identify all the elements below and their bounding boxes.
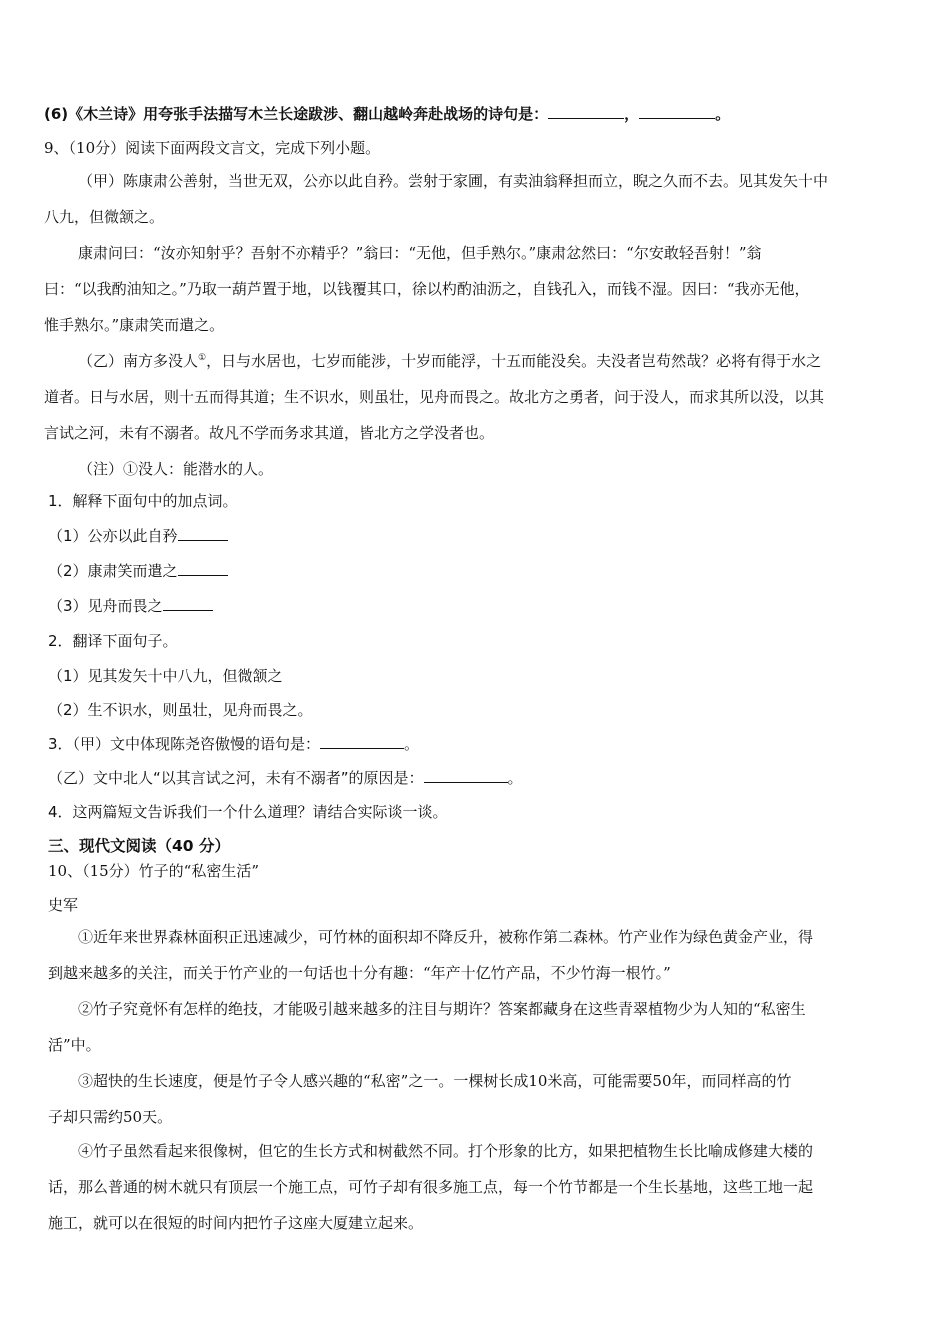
article-line: ①近年来世界森林面积正迅速减少，可竹林的面积却不降反升，被称作第二森林。竹产业作为绿色黄金产业，得 xyxy=(78,928,814,946)
article-line: 子却只需约50天。 xyxy=(48,1108,173,1126)
article-line: 到越来越多的关注，而关于竹产业的一句话也十分有趣：“年产十亿竹产品，不少竹海一根竹。” xyxy=(48,964,671,982)
sub-question-item xyxy=(48,596,213,616)
answer-blank[interactable] xyxy=(424,768,508,783)
article-line: ④竹子虽然看起来很像树，但它的生长方式和树截然不同。打个形象的比方，如果把植物生长比喻成修建大楼的 xyxy=(78,1142,814,1160)
passage-yi-line: 道者。日与水居，则十五而得其道；生不识水，则虽壮，见舟而畏之。故北方之勇者，问于没人，而求其所以没，以其 xyxy=(44,388,825,406)
passage-jia-line: 八九，但微颔之。 xyxy=(44,208,165,226)
passage-yi-text: ，日与水居也，七岁而能涉，十岁而能浮，十五而能没矣。夫没者岂苟然哉？必将有得于水之 xyxy=(206,352,822,370)
sub-question-item xyxy=(48,526,228,546)
passage-jia-line: 曰：“以我酌油知之。”乃取一葫芦置于地，以钱覆其口，徐以杓酌油沥之，自钱孔入，而钱不湿。因曰：“我亦无他， xyxy=(44,280,810,298)
sub-question-text: （1）公亦以此自矜 xyxy=(48,527,178,545)
sub-question-2-title: 2．翻译下面句子。 xyxy=(48,632,178,650)
q8-6-prompt: (6)《木兰诗》用夸张手法描写木兰长途跋涉、翻山越岭奔赴战场的诗句是： xyxy=(44,105,549,123)
question-8-6 xyxy=(44,104,730,124)
sub-question-text: （乙）文中北人“以其言试之河，未有不溺者”的原因是： xyxy=(48,769,424,787)
answer-blank[interactable] xyxy=(639,104,715,119)
punctuation: 。 xyxy=(404,735,420,753)
sub-question-3-line xyxy=(48,768,523,788)
article-line: 施工，就可以在很短的时间内把竹子这座大厦建立起来。 xyxy=(48,1214,424,1232)
sub-question-text: （3）见舟而畏之 xyxy=(48,597,163,615)
sub-question-1-title: 1．解释下面句中的加点词。 xyxy=(48,492,238,510)
passage-jia-line: 康肃问曰：“汝亦知射乎？吾射不亦精乎？”翁曰：“无他，但手熟尔。”康肃忿然曰：“尔安敢轻吾射！”翁 xyxy=(78,244,762,262)
answer-blank[interactable] xyxy=(178,561,228,576)
sub-question-text: （2）康肃笑而遣之 xyxy=(48,562,178,580)
section-title: 三、现代文阅读（40 分） xyxy=(48,837,230,855)
sub-question-4: 4．这两篇短文告诉我们一个什么道理？请结合实际谈一谈。 xyxy=(48,803,448,821)
q9-header: 9、（10分）阅读下面两段文言文，完成下列小题。 xyxy=(44,139,381,157)
footnote-marker: ① xyxy=(198,353,207,363)
footnote: （注）①没人：能潜水的人。 xyxy=(78,460,274,478)
answer-blank[interactable] xyxy=(163,596,213,611)
article-line: 活”中。 xyxy=(48,1036,101,1054)
passage-jia-line: 惟手熟尔。”康肃笑而遣之。 xyxy=(44,316,225,334)
passage-jia-line: （甲）陈康肃公善射，当世无双，公亦以此自矜。尝射于家圃，有卖油翁释担而立，睨之久而不去。见其发矢十中 xyxy=(78,172,829,190)
sub-question-text: 3．（甲）文中体现陈尧咨傲慢的语句是： xyxy=(48,735,321,753)
article-line: ②竹子究竟怀有怎样的绝技，才能吸引越来越多的注目与期许？答案都藏身在这些青翠植物少为人知的“私密生 xyxy=(78,1000,806,1018)
sub-question-item: （2）生不识水，则虽壮，见舟而畏之。 xyxy=(48,701,313,719)
punctuation: 。 xyxy=(507,769,523,787)
sub-question-item xyxy=(48,561,228,581)
article-author: 史军 xyxy=(48,896,79,914)
passage-yi-line: 言试之河，未有不溺者。故凡不学而务求其道，皆北方之学没者也。 xyxy=(44,424,495,442)
q8-6-end: 。 xyxy=(715,105,731,123)
sub-question-3-line xyxy=(48,734,419,754)
article-line: 话，那么普通的树木就只有顶层一个施工点，可竹子却有很多施工点，每一个竹节都是一个生长基地，这些工地一起 xyxy=(48,1178,814,1196)
passage-yi-line xyxy=(78,351,821,371)
sub-question-item: （1）见其发矢十中八九，但微颔之 xyxy=(48,667,283,685)
q8-6-separator: ， xyxy=(624,105,640,123)
answer-blank[interactable] xyxy=(320,734,404,749)
passage-yi-text: （乙）南方多没人 xyxy=(78,352,199,370)
q10-header: 10、（15分）竹子的“私密生活” xyxy=(48,862,260,880)
answer-blank[interactable] xyxy=(548,104,624,119)
answer-blank[interactable] xyxy=(178,526,228,541)
article-line: ③超快的生长速度，便是竹子令人感兴趣的“私密”之一。一棵树长成10米高，可能需要50年，而同样高的竹 xyxy=(78,1072,792,1090)
